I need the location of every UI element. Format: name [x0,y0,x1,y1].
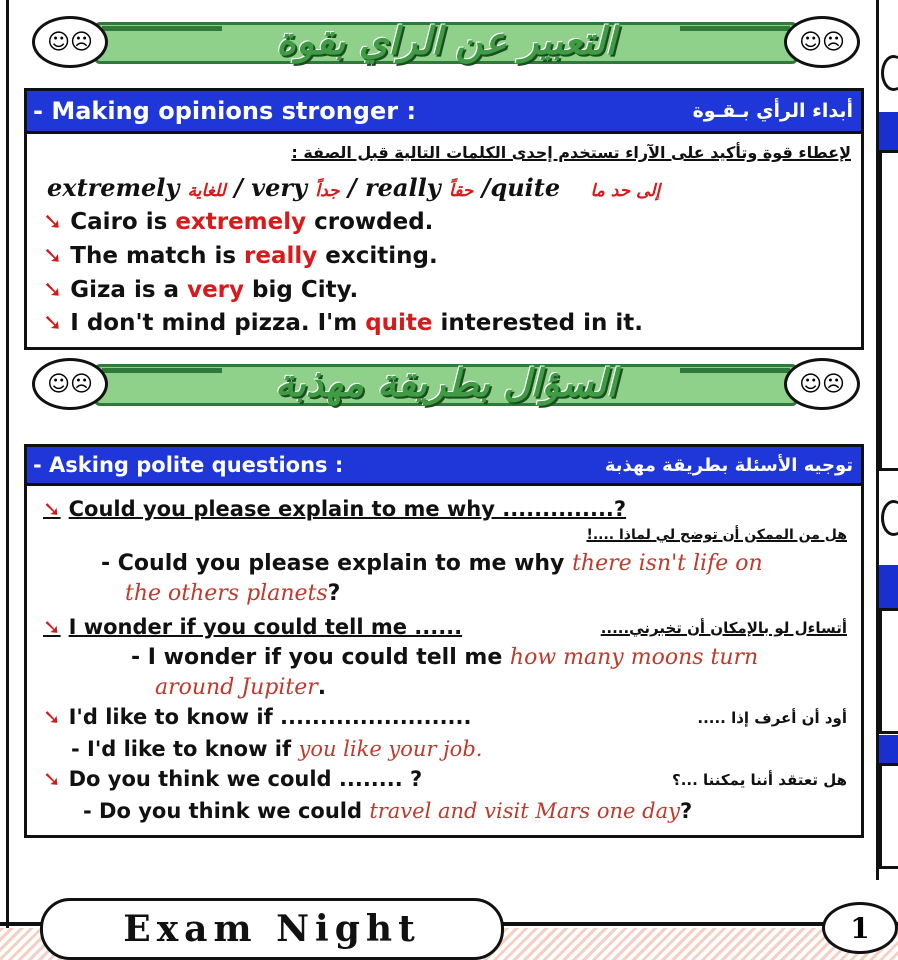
page-left-border [6,0,9,960]
banner-title: التعبير عن الراي بقوة [276,17,616,63]
right-column-edge [876,0,898,880]
word-en: quite [490,173,561,202]
example-italic: there isn't life on [572,551,763,576]
banner-title: السؤال بطريقة مهذبة [275,359,617,405]
cartoon-faces-icon: ☺☹ [784,16,860,68]
pattern-text: Could you please explain to me why ..............? [68,497,627,521]
page-number: 1 [822,902,898,954]
example-sentence [43,243,438,269]
pattern-arabic: هل من الممكن أن توضح لي لماذا ....! [586,527,847,543]
pattern-arabic: أود أن أعرف إذا ..... [697,709,847,727]
right-column-header-bar [879,112,898,152]
example-highlight: extremely [175,209,307,235]
example-sentence [43,277,358,303]
pattern-text: I'd like to know if ........................ [68,705,472,729]
example-sentence [43,209,433,235]
question-pattern [43,615,462,639]
word-ar: جداً [315,181,340,201]
pattern-example [131,645,758,670]
intensifier-word-list: extremely للغاية / very جداً / really حقاً /quite إلى حد ما [47,173,661,202]
right-column-header-bar [879,735,898,765]
making-opinions-box [24,88,864,350]
right-column-box [879,150,898,471]
example-highlight: really [244,243,318,269]
example-italic: you like your job. [298,737,483,761]
section-header-arabic: توجيه الأسئلة بطريقة مهذبة [604,455,853,476]
example-sentence [43,310,643,336]
section-header-english: - Asking polite questions : [33,453,344,477]
right-column-oval [881,500,898,536]
right-column-oval [881,55,898,91]
section-header-english: - Making opinions stronger : [33,97,417,125]
pattern-example [101,551,763,576]
section-header [27,91,861,134]
example-text: The match is [70,243,245,269]
pattern-arabic: أتساءل لو بالإمكان أن تخبرني..... [600,619,847,637]
pattern-example [83,799,692,823]
right-column-box [879,763,898,869]
example-italic: the others planets [125,581,328,606]
pattern-arabic: هل تعتقد أننا يمكننا ...؟ [672,771,847,789]
example-text: . [317,675,327,700]
example-text: big City. [244,277,359,303]
pointer-arrow-icon: ➘ [43,310,63,336]
example-italic: travel and visit Mars one day [369,799,680,823]
pointer-arrow-icon: ➘ [43,243,63,269]
example-highlight: very [187,277,245,303]
example-text: Cairo is [70,209,176,235]
example-text: - Do you think we could [83,799,370,823]
pointer-arrow-icon: ➘ [43,615,61,639]
example-highlight: quite [365,310,433,336]
right-column-header-bar [879,565,898,610]
word-ar: حقاً [449,181,474,201]
question-pattern [43,497,626,521]
example-italic: around Jupiter [155,675,318,700]
cartoon-faces-icon: ☺☹ [784,358,860,410]
example-text: - Could you please explain to me why [101,551,573,576]
instruction-arabic: لإعطاء قوة وتأكيد على الآراء تستخدم إحدى الكلمات التالية قبل الصفة : [291,143,851,162]
question-pattern [43,767,422,791]
section-banner [32,10,860,72]
word-en: really [365,173,441,202]
word-en: very [251,173,308,202]
example-text: - I wonder if you could tell me [131,645,510,670]
example-text: crowded. [306,209,434,235]
example-text: ? [679,799,693,823]
cartoon-faces-icon: ☺☹ [32,358,108,410]
pointer-arrow-icon: ➘ [43,705,61,729]
example-text: interested in it. [432,310,643,336]
pattern-example-continued [125,581,340,606]
pattern-example [71,737,482,761]
pattern-text: Do you think we could ........ ? [68,767,423,791]
word-en: extremely [47,173,180,202]
pointer-arrow-icon: ➘ [43,277,63,303]
section-banner [32,352,860,414]
cartoon-faces-icon: ☺☹ [32,16,108,68]
example-italic: how many moons turn [509,645,759,670]
pointer-arrow-icon: ➘ [43,497,61,521]
footer-title: Exam Night [40,898,504,960]
word-ar: إلى حد ما [590,181,661,201]
example-text: - I'd like to know if [71,737,299,761]
pointer-arrow-icon: ➘ [43,209,63,235]
pattern-example-continued [155,675,326,700]
word-ar: للغاية [187,181,226,201]
section-header [27,447,861,486]
pointer-arrow-icon: ➘ [43,767,61,791]
example-text: Giza is a [70,277,188,303]
example-text: I don't mind pizza. I'm [70,310,366,336]
example-text: ? [327,581,341,606]
question-pattern [43,705,472,729]
right-column-box [879,608,898,734]
polite-questions-box [24,444,864,838]
example-text: exciting. [317,243,438,269]
pattern-text: I wonder if you could tell me ...... [68,615,463,639]
section-header-arabic: أبداء الرأي بـقـوة [692,100,853,122]
